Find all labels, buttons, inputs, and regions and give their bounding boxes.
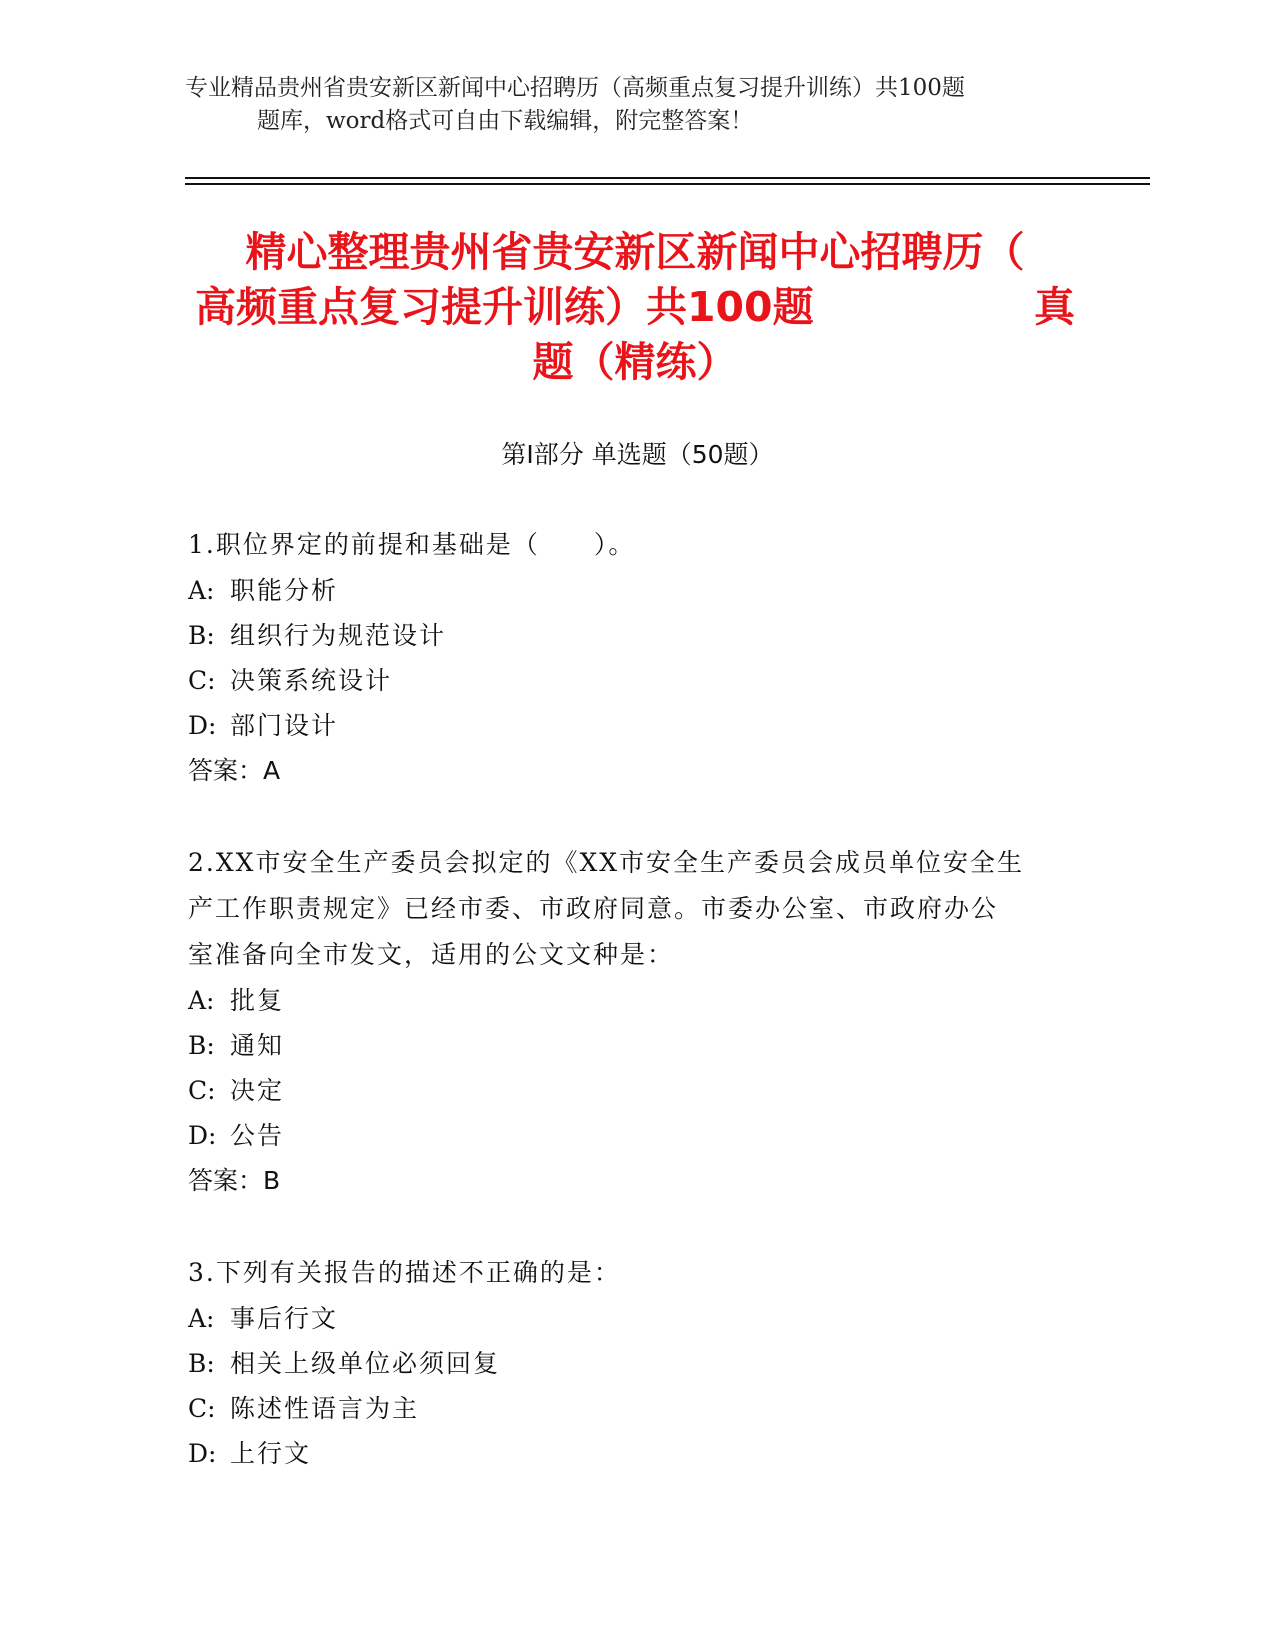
option-text: 事后行文 <box>230 1304 339 1333</box>
option-text: 职能分析 <box>230 576 339 605</box>
question-stem-line: 室准备向全市发文，适用的公文文种是： <box>188 940 675 969</box>
option-key: A: <box>188 576 215 605</box>
option-text: 通知 <box>230 1031 285 1060</box>
title-line-2-left: 高频重点复习提升训练）共100题 <box>195 283 814 331</box>
option-c <box>188 1068 1078 1113</box>
option-b <box>188 1341 1078 1386</box>
question-stem-line: 产工作职责规定》已经市委、市政府同意。市委办公室、市政府办公 <box>188 894 999 923</box>
header-line-1: 专业精品贵州省贵安新区新闻中心招聘历（高频重点复习提升训练）共100题 <box>185 75 965 101</box>
title-line-2-right: 真 <box>1034 283 1075 331</box>
question-3 <box>188 1250 1078 1476</box>
header-line-2: 题库，word格式可自由下载编辑，附完整答案！ <box>257 108 754 134</box>
option-key: D: <box>188 1121 217 1150</box>
question-2 <box>188 840 1078 1204</box>
answer: 答案：B <box>188 1166 281 1195</box>
option-text: 部门设计 <box>230 711 339 740</box>
option-b <box>188 1023 1078 1068</box>
option-a <box>188 978 1078 1023</box>
title-line-1: 精心整理贵州省贵安新区新闻中心招聘历（ <box>245 228 1025 276</box>
title-line-3: 题（精练） <box>532 338 738 386</box>
header-rule-bottom <box>185 183 1150 185</box>
option-key: C: <box>188 1394 216 1423</box>
option-a <box>188 568 1078 613</box>
option-key: A: <box>188 1304 215 1333</box>
question-stem: 3.下列有关报告的描述不正确的是： <box>188 1258 621 1287</box>
option-text: 公告 <box>230 1121 285 1150</box>
option-text: 决策系统设计 <box>230 666 393 695</box>
option-d <box>188 1431 1078 1476</box>
section-heading: 第Ⅰ部分 单选题（50题） <box>501 440 774 469</box>
question-stem-line: 2.XX市安全生产委员会拟定的《XX市安全生产委员会成员单位安全生 <box>188 848 1025 877</box>
question-stem: 1.职位界定的前提和基础是（ ）。 <box>188 530 636 559</box>
option-key: D: <box>188 711 217 740</box>
document-header <box>185 72 1065 138</box>
option-d <box>188 1113 1078 1158</box>
header-rule-top <box>185 177 1150 179</box>
option-text: 组织行为规范设计 <box>230 621 447 650</box>
document-title <box>195 225 1075 390</box>
option-key: D: <box>188 1439 217 1468</box>
option-key: B: <box>188 1031 215 1060</box>
option-key: A: <box>188 986 215 1015</box>
option-key: C: <box>188 666 216 695</box>
option-key: B: <box>188 1349 215 1378</box>
answer: 答案：A <box>188 756 281 785</box>
option-text: 陈述性语言为主 <box>230 1394 420 1423</box>
title-line-2 <box>195 280 1075 335</box>
option-c <box>188 1386 1078 1431</box>
option-text: 相关上级单位必须回复 <box>230 1349 501 1378</box>
option-text: 上行文 <box>230 1439 312 1468</box>
option-text: 决定 <box>230 1076 285 1105</box>
option-d <box>188 703 1078 748</box>
option-text: 批复 <box>230 986 285 1015</box>
option-c <box>188 658 1078 703</box>
option-key: B: <box>188 621 215 650</box>
option-b <box>188 613 1078 658</box>
option-key: C: <box>188 1076 216 1105</box>
option-a <box>188 1296 1078 1341</box>
question-1 <box>188 522 1078 794</box>
